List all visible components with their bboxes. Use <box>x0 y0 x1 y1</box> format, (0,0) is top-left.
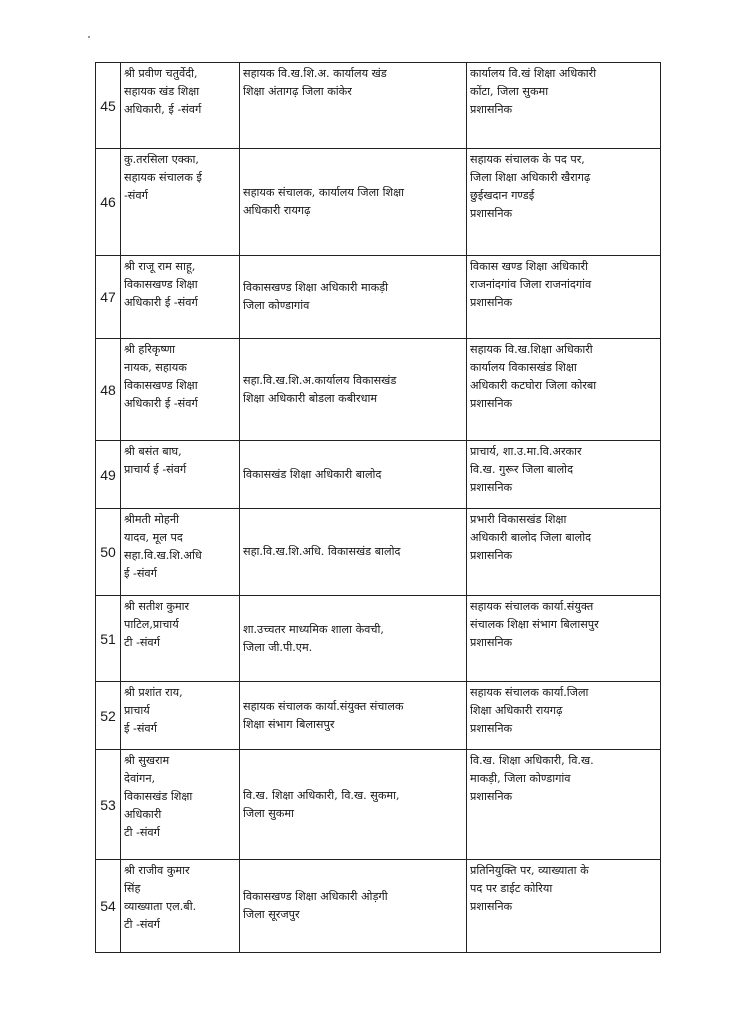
new-posting-cell <box>467 256 661 339</box>
table-row <box>96 682 661 750</box>
table-row <box>96 596 661 682</box>
cell-line: श्री हरिकृष्णा <box>124 343 175 356</box>
transfer-table-body <box>96 63 661 953</box>
cell-line: व्याख्याता एल.बी. <box>124 900 197 913</box>
cell-line: अधिकारी, ई -संवर्ग <box>124 103 202 116</box>
cell-line: विकासखण्ड शिक्षा अधिकारी ओड़गी <box>243 890 388 903</box>
current-posting-cell <box>240 860 467 953</box>
cell-line: कार्यालय विकासखंड शिक्षा <box>470 361 577 374</box>
serial-number: 47 <box>96 256 121 339</box>
serial-number: 48 <box>96 339 121 441</box>
cell-line: राजनांदगांव जिला राजनांदगांव <box>470 278 592 291</box>
cell-line: सहायक संचालक के पद पर, <box>470 153 585 166</box>
current-posting-cell <box>240 750 467 860</box>
cell-line: शिक्षा संभाग बिलासपुर <box>243 717 335 731</box>
cell-line: श्री राजीव कुमार <box>124 864 190 877</box>
cell-line: प्रशासनिक <box>470 397 513 410</box>
current-posting-cell <box>240 596 467 682</box>
current-posting-cell <box>240 682 467 750</box>
cell-line: विकासखंड शिक्षा अधिकारी बालोद <box>243 467 382 481</box>
table-row <box>96 149 661 256</box>
cell-line: यादव, मूल पद <box>124 531 183 544</box>
current-posting-cell <box>240 63 467 149</box>
cell-line: शिक्षा अंतागढ़ जिला कांकेर <box>243 85 352 98</box>
serial-number: 49 <box>96 441 121 509</box>
new-posting-cell <box>467 750 661 860</box>
cell-line: प्रशासनिक <box>470 296 513 309</box>
cell-line: विकासखंड शिक्षा <box>124 790 193 803</box>
current-posting-cell <box>240 339 467 441</box>
cell-line: विकासखण्ड शिक्षा <box>124 379 198 392</box>
cell-line: श्री प्रवीण चतुर्वेदी, <box>124 67 198 80</box>
cell-line: जिला सुकमा <box>243 806 294 820</box>
cell-line: अधिकारी रायगढ़ <box>243 204 311 217</box>
cell-line: प्रशासनिक <box>470 900 513 913</box>
officer-name-cell <box>121 339 240 441</box>
cell-line: सहायक संचालक कार्या.संयुक्त संचालक <box>243 699 404 713</box>
cell-line: प्रशासनिक <box>470 549 513 562</box>
cell-line: शा.उच्चतर माध्यमिक शाला केवची, <box>243 622 384 636</box>
new-posting-cell <box>467 509 661 596</box>
cell-line: सहायक संचालक कार्या.जिला <box>470 686 589 699</box>
cell-line: प्रशासनिक <box>470 636 513 649</box>
new-posting-cell <box>467 149 661 256</box>
cell-line: कु.तरसिला एक्का, <box>124 153 199 166</box>
serial-number: 53 <box>96 750 121 860</box>
officer-name-cell <box>121 256 240 339</box>
new-posting-cell <box>467 339 661 441</box>
cell-line: श्री राजू राम साहू, <box>124 260 196 273</box>
cell-line: सहा.वि.ख.शि.अधि. विकासखंड बालोद <box>243 545 401 558</box>
cell-line: श्रीमती मोहनी <box>124 513 179 526</box>
cell-line: अधिकारी ई -संवर्ग <box>124 397 198 410</box>
cell-line: विकासखण्ड शिक्षा <box>124 278 198 291</box>
current-posting-cell <box>240 256 467 339</box>
cell-line: जिला शिक्षा अधिकारी खैरागढ़ <box>470 171 591 184</box>
officer-name-cell <box>121 149 240 256</box>
table-row <box>96 256 661 339</box>
cell-line: ई -संवर्ग <box>124 567 157 580</box>
cell-line: शिक्षा अधिकारी बोडला कबीरधाम <box>243 391 378 405</box>
cell-line: प्रशासनिक <box>470 103 513 116</box>
serial-number: 45 <box>96 63 121 149</box>
cell-line: प्रशासनिक <box>470 207 513 220</box>
officer-name-cell <box>121 860 240 953</box>
cell-line: जिला सूरजपुर <box>243 908 300 921</box>
cell-line: पद पर डाईट कोरिया <box>470 882 553 895</box>
cell-line: छुईखदान गण्डई <box>470 189 535 202</box>
cell-line: प्रशासनिक <box>470 481 513 494</box>
cell-line: जिला कोण्डागांव <box>243 299 310 312</box>
cell-line: ई -संवर्ग <box>124 722 157 735</box>
cell-line: सिंह <box>124 882 141 895</box>
officer-name-cell <box>121 682 240 750</box>
cell-line: पाटिल,प्राचार्य <box>124 618 179 631</box>
cell-line: कार्यालय वि.खं शिक्षा अधिकारी <box>470 67 597 80</box>
cell-line: टी -संवर्ग <box>124 636 160 649</box>
current-posting-cell <box>240 149 467 256</box>
cell-line: देवांगन, <box>124 772 156 785</box>
cell-line: कोंटा, जिला सुकमा <box>470 85 549 98</box>
serial-number: 51 <box>96 596 121 682</box>
cell-line: टी -संवर्ग <box>124 918 160 931</box>
new-posting-cell <box>467 63 661 149</box>
cell-line: श्री सुखराम <box>124 754 170 767</box>
cell-line: माकड़ी, जिला कोण्डागांव <box>470 772 571 785</box>
serial-number: 50 <box>96 509 121 596</box>
cell-line: अधिकारी कटघोरा जिला कोरबा <box>470 379 597 392</box>
new-posting-cell <box>467 860 661 953</box>
cell-line: प्राचार्य ई -संवर्ग <box>124 463 187 476</box>
table-row <box>96 63 661 149</box>
cell-line: वि.ख. शिक्षा अधिकारी, वि.ख. सुकमा, <box>243 788 400 802</box>
scan-speck <box>88 36 90 38</box>
officer-name-cell <box>121 63 240 149</box>
new-posting-cell <box>467 596 661 682</box>
cell-line: विकासखण्ड शिक्षा अधिकारी माकड़ी <box>243 281 389 294</box>
serial-number: 52 <box>96 682 121 750</box>
officer-name-cell <box>121 509 240 596</box>
cell-line: वि.ख. गुरूर जिला बालोद <box>470 463 574 476</box>
cell-line: सहायक वि.ख.शि.अ. कार्यालय खंड <box>243 67 387 80</box>
cell-line: सहा.वि.ख.शि.अधि <box>124 549 202 562</box>
cell-line: अधिकारी ई -संवर्ग <box>124 296 198 309</box>
cell-line: प्रतिनियुक्ति पर, व्याख्याता के <box>470 864 589 877</box>
cell-line: सहायक संचालक ई <box>124 171 202 184</box>
cell-line: शिक्षा अधिकारी रायगढ़ <box>470 704 563 717</box>
serial-number: 46 <box>96 149 121 256</box>
cell-line: प्राचार्य, शा.उ.मा.वि.अरकार <box>470 445 582 458</box>
current-posting-cell <box>240 441 467 509</box>
new-posting-cell <box>467 682 661 750</box>
cell-line: सहायक खंड शिक्षा <box>124 85 200 98</box>
cell-line: सहायक वि.ख.शिक्षा अधिकारी <box>470 343 593 356</box>
table-row <box>96 860 661 953</box>
serial-number: 54 <box>96 860 121 953</box>
cell-line: श्री बसंत बाघ, <box>124 445 182 458</box>
table-row <box>96 509 661 596</box>
cell-line: संचालक शिक्षा संभाग बिलासपुर <box>470 618 599 631</box>
table-row <box>96 339 661 441</box>
cell-line: श्री सतीश कुमार <box>124 600 190 613</box>
cell-line: वि.ख. शिक्षा अधिकारी, वि.ख. <box>470 754 594 767</box>
cell-line: टी -संवर्ग <box>124 826 160 839</box>
cell-line: प्राचार्य <box>124 704 150 717</box>
cell-line: सहा.वि.ख.शि.अ.कार्यालय विकासखंड <box>243 373 397 387</box>
cell-line: सहायक संचालक कार्या.संयुक्त <box>470 600 594 613</box>
table-row <box>96 441 661 509</box>
transfer-table <box>95 62 661 953</box>
new-posting-cell <box>467 441 661 509</box>
cell-line: श्री प्रशांत राय, <box>124 686 183 699</box>
cell-line: अधिकारी <box>124 808 162 821</box>
table-row <box>96 750 661 860</box>
officer-name-cell <box>121 441 240 509</box>
current-posting-cell <box>240 509 467 596</box>
cell-line: प्रभारी विकासखंड शिक्षा <box>470 513 567 526</box>
cell-line: -संवर्ग <box>124 189 148 202</box>
cell-line: प्रशासनिक <box>470 722 513 735</box>
cell-line: विकास खण्ड शिक्षा अधिकारी <box>470 260 589 273</box>
officer-name-cell <box>121 596 240 682</box>
cell-line: सहायक संचालक, कार्यालय जिला शिक्षा <box>243 186 405 199</box>
cell-line: प्रशासनिक <box>470 790 513 803</box>
cell-line: अधिकारी बालोद जिला बालोद <box>470 531 592 544</box>
cell-line: नायक, सहायक <box>124 361 187 374</box>
officer-name-cell <box>121 750 240 860</box>
cell-line: जिला जी.पी.एम. <box>243 640 313 654</box>
